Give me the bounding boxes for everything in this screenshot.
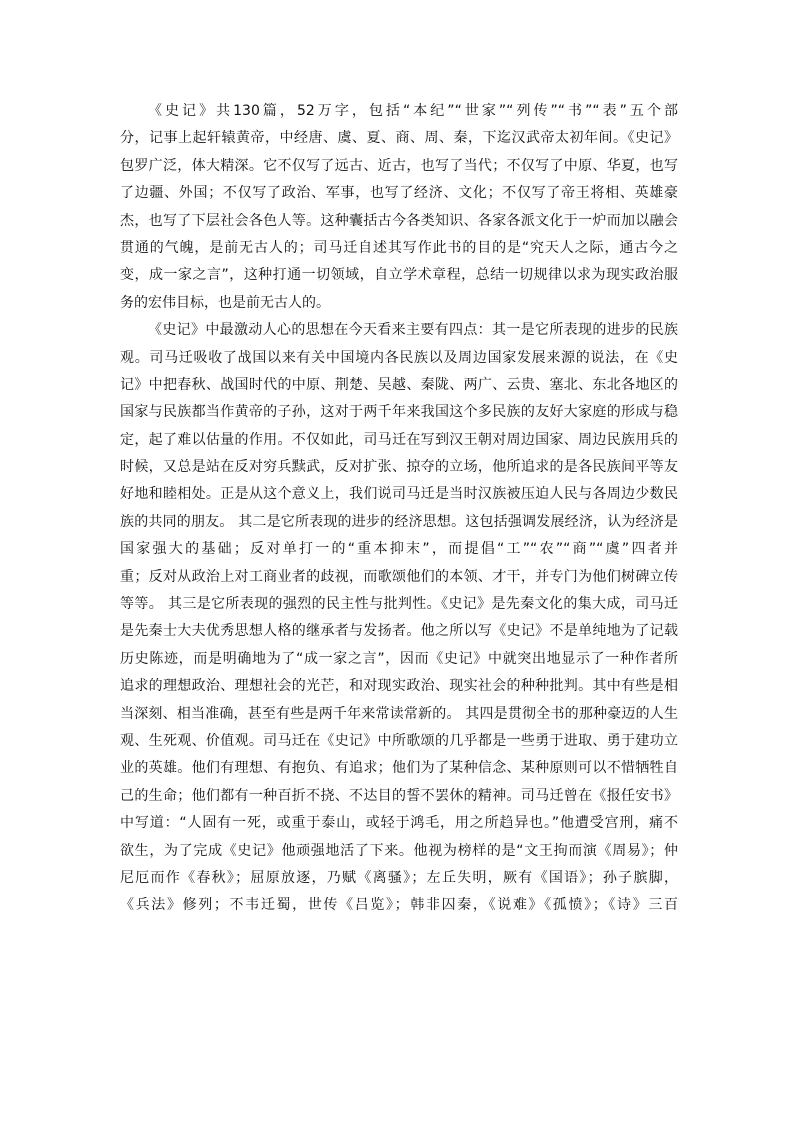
text-line: 己的生命；他们都有一种百折不挠、不达目的誓不罢休的精神。司马迁曾在《报任安书》 [120, 787, 678, 804]
text-line: 欲生，为了完成《史记》他顽强地活了下来。他视为榜样的是“文王拘而演《周易》；仲 [120, 842, 678, 859]
text-line: 了边疆、外国；不仅写了政治、军事，也写了经济、文化；不仅写了帝王将相、英雄豪 [120, 185, 678, 202]
text-line: 国家与民族都当作黄帝的子孙，这对于两千年来我国这个多民族的友好大家庭的形成与稳 [120, 404, 678, 421]
text-line: 杰，也写了下层社会各色人等。这种囊括古今各类知识、各家各派文化于一炉而加以融会 [120, 212, 678, 229]
text-line: 时候，又总是站在反对穷兵黩武，反对扩张、掠夺的立场，他所追求的是各民族间平等友 [120, 459, 678, 476]
text-line: 好地和睦相处。正是从这个意义上，我们说司马迁是当时汉族被压迫人民与各周边少数民 [120, 486, 678, 503]
text-line: 《史记》共130篇，52万字，包括“本纪”“世家”“列传”“书”“表”五个部 [148, 103, 678, 119]
text-line: 尼厄而作《春秋》；屈原放逐，乃赋《离骚》；左丘失明，厥有《国语》；孙子膑脚， [120, 869, 678, 886]
text-line: 当深刻、相当准确，甚至有些是两千年来常读常新的。 其四是贯彻全书的那种豪迈的人生 [120, 705, 678, 722]
text-line: 《兵法》修列；不韦迁蜀，世传《吕览》；韩非囚秦，《说难》《孤愤》；《诗》三百 [120, 897, 678, 914]
text-line: 务的宏伟目标，也是前无古人的。 [120, 294, 330, 311]
text-line: 观、生死观、价值观。司马迁在《史记》中所歌颂的几乎都是一些勇于进取、勇于建功立 [120, 732, 678, 749]
text-line: 变，成一家之言”，这种打通一切领域，自立学术章程，总结一切规律以求为现实政治服 [120, 267, 678, 284]
text-line: 定，起了难以估量的作用。不仅如此，司马迁在写到汉王朝对周边国家、周边民族用兵的 [120, 431, 678, 448]
text-line: 重；反对从政治上对工商业者的歧视，而歌颂他们的本领、才干，并专门为他们树碑立传 [120, 568, 678, 585]
text-line: 包罗广泛，体大精深。它不仅写了远古、近古，也写了当代；不仅写了中原、华夏，也写 [120, 157, 678, 174]
body-text [120, 98, 678, 920]
text-line: 等等。 其三是它所表现的强烈的民主性与批判性。《史记》是先秦文化的集大成，司马迁 [120, 596, 678, 613]
text-line: 贯通的气魄，是前无古人的；司马迁自述其写作此书的目的是“究天人之际，通古今之 [120, 239, 678, 256]
text-line: 中写道：“人固有一死，或重于泰山，或轻于鸿毛，用之所趋异也。”他遭受宫刑，痛不 [120, 815, 678, 832]
text-line: 历史陈迹，而是明确地为了“成一家之言”，因而《史记》中就突出地显示了一种作者所 [120, 650, 678, 667]
text-line: 观。司马迁吸收了战国以来有关中国境内各民族以及周边国家发展来源的说法，在《史 [120, 349, 678, 366]
text-line: 国家强大的基础；反对单打一的“重本抑末”，而提倡“工”“农”“商”“虞”四者并 [120, 541, 678, 558]
text-line: 业的英雄。他们有理想、有抱负、有追求；他们为了某种信念、某种原则可以不惜牺牲自 [120, 760, 678, 777]
text-line: 族的共同的朋友。 其二是它所表现的进步的经济思想。这包括强调发展经济，认为经济是 [120, 513, 678, 530]
text-line: 分，记事上起轩辕黄帝，中经唐、虞、夏、商、周、秦，下迄汉武帝太初年间。《史记》 [120, 130, 678, 147]
text-line: 追求的理想政治、理想社会的光芒，和对现实政治、现实社会的种种批判。其中有些是相 [120, 678, 678, 695]
text-line: 是先秦士大夫优秀思想人格的继承者与发扬者。他之所以写《史记》不是单纯地为了记载 [120, 623, 678, 640]
text-line: 记》中把春秋、战国时代的中原、荆楚、吴越、秦陇、两广、云贵、塞北、东北各地区的 [120, 376, 678, 393]
text-line: 《史记》中最激动人心的思想在今天看来主要有四点：其一是它所表现的进步的民族 [148, 322, 678, 339]
